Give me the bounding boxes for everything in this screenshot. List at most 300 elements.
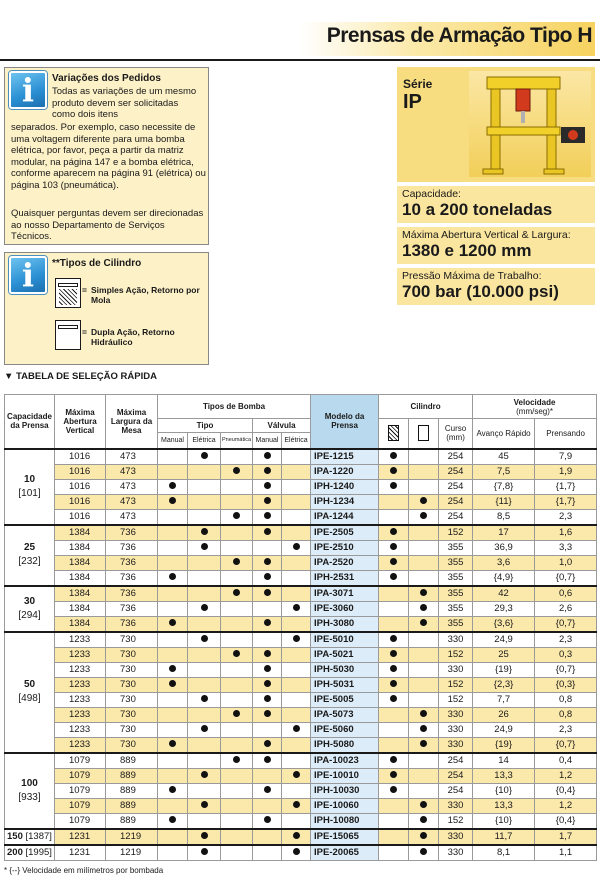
- marker-cell: [188, 692, 221, 707]
- model-code: IPE-10010: [311, 768, 379, 783]
- capacity-cell: 200 [1995]: [5, 845, 55, 861]
- marker-cell: [158, 813, 188, 829]
- marker-cell: [409, 829, 439, 845]
- marker-cell: [188, 737, 221, 753]
- marker-cell: [282, 798, 311, 813]
- marker-cell: [221, 479, 253, 494]
- marker-cell: [188, 798, 221, 813]
- value-cell: {0,7}: [535, 662, 597, 677]
- value-cell: 1384: [55, 616, 106, 632]
- col-cylinder: Cilindro: [379, 395, 473, 419]
- model-code: IPH-5030: [311, 662, 379, 677]
- value-cell: 1016: [55, 479, 106, 494]
- marker-cell: [282, 845, 311, 861]
- marker-cell: [282, 464, 311, 479]
- table-row: [5, 692, 597, 707]
- marker-cell: [379, 479, 409, 494]
- marker-cell: [188, 707, 221, 722]
- bullet-icon: [420, 604, 427, 611]
- value-cell: 1233: [55, 707, 106, 722]
- value-cell: 1233: [55, 677, 106, 692]
- value-cell: 1,1: [535, 845, 597, 861]
- marker-cell: [221, 798, 253, 813]
- bullet-icon: [264, 665, 271, 672]
- marker-cell: [409, 449, 439, 465]
- marker-cell: [253, 601, 282, 616]
- marker-cell: [409, 722, 439, 737]
- info-icon: i: [9, 256, 47, 294]
- bullet-icon: [390, 680, 397, 687]
- value-cell: 1016: [55, 464, 106, 479]
- double-acting-cylinder-icon: [55, 320, 81, 350]
- marker-cell: [409, 813, 439, 829]
- single-acting-cylinder-icon: [55, 278, 81, 308]
- marker-cell: [158, 753, 188, 769]
- table-row: [5, 677, 597, 692]
- table-row: [5, 813, 597, 829]
- value-cell: 254: [439, 479, 473, 494]
- value-cell: 730: [106, 647, 158, 662]
- value-cell: 330: [439, 662, 473, 677]
- bullet-icon: [233, 710, 240, 717]
- marker-cell: [221, 692, 253, 707]
- marker-cell: [409, 662, 439, 677]
- col-valvula: Válvula: [253, 419, 311, 433]
- value-cell: 254: [439, 464, 473, 479]
- marker-cell: [221, 737, 253, 753]
- marker-cell: [158, 632, 188, 648]
- marker-cell: [158, 798, 188, 813]
- value-cell: {4,9}: [473, 570, 535, 586]
- bullet-icon: [233, 512, 240, 519]
- value-cell: 1384: [55, 586, 106, 602]
- marker-cell: [221, 707, 253, 722]
- value-cell: 13,3: [473, 768, 535, 783]
- value-cell: 473: [106, 464, 158, 479]
- value-cell: 889: [106, 798, 158, 813]
- marker-cell: [379, 662, 409, 677]
- value-cell: 1,9: [535, 464, 597, 479]
- bullet-icon: [233, 589, 240, 596]
- marker-cell: [379, 768, 409, 783]
- model-code: IPE-5005: [311, 692, 379, 707]
- value-cell: 42: [473, 586, 535, 602]
- marker-cell: [221, 647, 253, 662]
- marker-cell: [158, 601, 188, 616]
- bullet-icon: [390, 467, 397, 474]
- bullet-icon: [264, 619, 271, 626]
- value-cell: 736: [106, 586, 158, 602]
- value-cell: 889: [106, 753, 158, 769]
- value-cell: 254: [439, 494, 473, 509]
- bullet-icon: [201, 832, 208, 839]
- marker-cell: [158, 737, 188, 753]
- marker-cell: [409, 494, 439, 509]
- model-code: IPH-1234: [311, 494, 379, 509]
- bullet-icon: [264, 816, 271, 823]
- value-cell: 330: [439, 798, 473, 813]
- table-row: [5, 737, 597, 753]
- marker-cell: [221, 722, 253, 737]
- table-row: [5, 601, 597, 616]
- value-cell: 1231: [55, 829, 106, 845]
- table-row: [5, 494, 597, 509]
- marker-cell: [379, 707, 409, 722]
- value-cell: {0,7}: [535, 737, 597, 753]
- spec-max-opening: Máxima Abertura Vertical & Largura: 1380 e 1200 mm: [397, 227, 595, 264]
- marker-cell: [158, 464, 188, 479]
- marker-cell: [379, 570, 409, 586]
- marker-cell: [282, 677, 311, 692]
- single-acting-col-icon: [379, 419, 409, 449]
- marker-cell: [221, 540, 253, 555]
- model-code: IPH-5031: [311, 677, 379, 692]
- marker-cell: [221, 555, 253, 570]
- capacity-cell: 10 [101]: [5, 449, 55, 525]
- marker-cell: [379, 798, 409, 813]
- table-row: [5, 798, 597, 813]
- marker-cell: [409, 540, 439, 555]
- marker-cell: [253, 509, 282, 525]
- table-row: [5, 632, 597, 648]
- marker-cell: [379, 722, 409, 737]
- marker-cell: [379, 494, 409, 509]
- model-code: IPE-1215: [311, 449, 379, 465]
- value-cell: 254: [439, 509, 473, 525]
- bullet-icon: [264, 680, 271, 687]
- marker-cell: [379, 616, 409, 632]
- value-cell: 1384: [55, 601, 106, 616]
- table-row: [5, 616, 597, 632]
- value-cell: {11}: [473, 494, 535, 509]
- marker-cell: [221, 449, 253, 465]
- marker-cell: [253, 798, 282, 813]
- marker-cell: [409, 616, 439, 632]
- marker-cell: [188, 540, 221, 555]
- marker-cell: [188, 829, 221, 845]
- bullet-icon: [264, 558, 271, 565]
- marker-cell: [282, 737, 311, 753]
- marker-cell: [158, 845, 188, 861]
- bullet-icon: [264, 786, 271, 793]
- bullet-icon: [264, 482, 271, 489]
- marker-cell: [282, 525, 311, 541]
- marker-cell: [188, 525, 221, 541]
- marker-cell: [253, 845, 282, 861]
- marker-cell: [221, 829, 253, 845]
- marker-cell: [188, 783, 221, 798]
- value-cell: 152: [439, 677, 473, 692]
- bullet-icon: [201, 452, 208, 459]
- bullet-icon: [169, 497, 176, 504]
- value-cell: 730: [106, 722, 158, 737]
- marker-cell: [379, 783, 409, 798]
- marker-cell: [221, 586, 253, 602]
- marker-cell: [409, 479, 439, 494]
- marker-cell: [221, 509, 253, 525]
- table-row: [5, 570, 597, 586]
- value-cell: 1079: [55, 798, 106, 813]
- bullet-icon: [201, 635, 208, 642]
- marker-cell: [158, 555, 188, 570]
- marker-cell: [253, 753, 282, 769]
- value-cell: 1233: [55, 737, 106, 753]
- marker-cell: [282, 494, 311, 509]
- value-cell: 0,4: [535, 753, 597, 769]
- value-cell: 1384: [55, 555, 106, 570]
- marker-cell: [253, 737, 282, 753]
- bullet-icon: [264, 528, 271, 535]
- value-cell: 1,2: [535, 768, 597, 783]
- marker-cell: [282, 632, 311, 648]
- marker-cell: [282, 479, 311, 494]
- value-cell: 473: [106, 449, 158, 465]
- bullet-icon: [264, 573, 271, 580]
- value-cell: 254: [439, 449, 473, 465]
- marker-cell: [221, 616, 253, 632]
- value-cell: 8,1: [473, 845, 535, 861]
- marker-cell: [379, 753, 409, 769]
- marker-cell: [253, 707, 282, 722]
- value-cell: 1233: [55, 722, 106, 737]
- bullet-icon: [420, 497, 427, 504]
- marker-cell: [282, 829, 311, 845]
- marker-cell: [188, 570, 221, 586]
- marker-cell: [253, 722, 282, 737]
- marker-cell: [253, 632, 282, 648]
- spec-capacity: Capacidade: 10 a 200 toneladas: [397, 186, 595, 223]
- info-icon: i: [9, 71, 47, 109]
- bullet-icon: [390, 786, 397, 793]
- marker-cell: [282, 783, 311, 798]
- marker-cell: [188, 464, 221, 479]
- value-cell: 152: [439, 692, 473, 707]
- bullet-icon: [169, 619, 176, 626]
- marker-cell: [379, 555, 409, 570]
- marker-cell: [188, 494, 221, 509]
- marker-cell: [409, 845, 439, 861]
- value-cell: 3,3: [535, 540, 597, 555]
- value-cell: 2,3: [535, 722, 597, 737]
- value-cell: 254: [439, 753, 473, 769]
- marker-cell: [379, 647, 409, 662]
- value-cell: {2,3}: [473, 677, 535, 692]
- value-cell: {19}: [473, 737, 535, 753]
- capacity-cell: 100 [933]: [5, 753, 55, 829]
- table-row: [5, 753, 597, 769]
- footnote: * {--} Velocidade em milímetros por bombada: [4, 866, 164, 875]
- marker-cell: [409, 525, 439, 541]
- value-cell: {3,6}: [473, 616, 535, 632]
- bullet-icon: [390, 452, 397, 459]
- marker-cell: [409, 677, 439, 692]
- bullet-icon: [201, 801, 208, 808]
- col-pump-types: Tipos de Bomba: [158, 395, 311, 419]
- model-code: IPH-10030: [311, 783, 379, 798]
- col-tipo: Tipo: [158, 419, 253, 433]
- value-cell: 7,7: [473, 692, 535, 707]
- table-row: [5, 509, 597, 525]
- table-row: [5, 647, 597, 662]
- marker-cell: [221, 570, 253, 586]
- value-cell: {0,7}: [535, 616, 597, 632]
- value-cell: 473: [106, 494, 158, 509]
- series-label: Série: [403, 77, 433, 91]
- value-cell: 736: [106, 555, 158, 570]
- note-title: Variações dos Pedidos: [52, 73, 161, 84]
- col-avanco: Avanço Rápido: [473, 419, 535, 449]
- value-cell: 11,7: [473, 829, 535, 845]
- value-cell: 473: [106, 479, 158, 494]
- table-row: [5, 722, 597, 737]
- value-cell: {19}: [473, 662, 535, 677]
- bullet-icon: [201, 604, 208, 611]
- bullet-icon: [420, 710, 427, 717]
- model-code: IPH-5080: [311, 737, 379, 753]
- marker-cell: [282, 753, 311, 769]
- value-cell: 1384: [55, 525, 106, 541]
- bullet-icon: [420, 589, 427, 596]
- marker-cell: [188, 616, 221, 632]
- model-code: IPH-3080: [311, 616, 379, 632]
- marker-cell: [188, 647, 221, 662]
- model-code: IPA-5073: [311, 707, 379, 722]
- marker-cell: [221, 783, 253, 798]
- double-acting-label: = Dupla Ação, Retorno Hidráulico: [82, 327, 175, 347]
- series-panel: [397, 67, 595, 182]
- capacity-cell: 50 [498]: [5, 632, 55, 753]
- model-code: IPE-5010: [311, 632, 379, 648]
- marker-cell: [409, 798, 439, 813]
- marker-cell: [188, 722, 221, 737]
- bullet-icon: [264, 452, 271, 459]
- value-cell: 330: [439, 632, 473, 648]
- marker-cell: [188, 509, 221, 525]
- marker-cell: [253, 768, 282, 783]
- order-variations-note: [4, 67, 209, 245]
- series-name: IP: [403, 91, 422, 113]
- marker-cell: [282, 662, 311, 677]
- bullet-icon: [390, 482, 397, 489]
- bullet-icon: [264, 467, 271, 474]
- bullet-icon: [390, 771, 397, 778]
- marker-cell: [158, 692, 188, 707]
- value-cell: 0,8: [535, 692, 597, 707]
- cylinder-types-title: **Tipos de Cilindro: [52, 258, 142, 269]
- value-cell: 355: [439, 555, 473, 570]
- quick-selection-table: [4, 394, 596, 861]
- bullet-icon: [169, 740, 176, 747]
- marker-cell: [409, 464, 439, 479]
- marker-cell: [158, 586, 188, 602]
- marker-cell: [409, 753, 439, 769]
- cylinder-types-note: [4, 252, 209, 365]
- marker-cell: [158, 540, 188, 555]
- model-code: IPA-3071: [311, 586, 379, 602]
- marker-cell: [409, 737, 439, 753]
- marker-cell: [221, 464, 253, 479]
- col-manual: Manual: [158, 433, 188, 449]
- value-cell: {0,3}: [535, 677, 597, 692]
- marker-cell: [379, 525, 409, 541]
- marker-cell: [188, 677, 221, 692]
- marker-cell: [253, 540, 282, 555]
- value-cell: 355: [439, 601, 473, 616]
- value-cell: 889: [106, 813, 158, 829]
- marker-cell: [188, 662, 221, 677]
- bullet-icon: [169, 573, 176, 580]
- header-bar: [0, 0, 600, 64]
- marker-cell: [282, 692, 311, 707]
- bullet-icon: [264, 740, 271, 747]
- bullet-icon: [420, 816, 427, 823]
- marker-cell: [253, 616, 282, 632]
- marker-cell: [379, 601, 409, 616]
- bullet-icon: [169, 665, 176, 672]
- marker-cell: [282, 449, 311, 465]
- marker-cell: [221, 813, 253, 829]
- bullet-icon: [293, 848, 300, 855]
- value-cell: 1231: [55, 845, 106, 861]
- note-text-questions: Quaisquer perguntas devem ser direcionadas ao nosso Departamento de Serviços Técnicos.: [11, 208, 204, 243]
- marker-cell: [253, 570, 282, 586]
- marker-cell: [253, 555, 282, 570]
- value-cell: 1233: [55, 692, 106, 707]
- bullet-icon: [420, 512, 427, 519]
- value-cell: 254: [439, 768, 473, 783]
- table-row: [5, 479, 597, 494]
- col-curso: Curso (mm): [439, 419, 473, 449]
- value-cell: 355: [439, 616, 473, 632]
- value-cell: 730: [106, 632, 158, 648]
- value-cell: 7,5: [473, 464, 535, 479]
- marker-cell: [158, 707, 188, 722]
- col-max-opening: Máxima Abertura Vertical: [55, 395, 106, 449]
- value-cell: 1,6: [535, 525, 597, 541]
- col-max-width: Máxima Largura da Mesa: [106, 395, 158, 449]
- marker-cell: [188, 479, 221, 494]
- value-cell: 730: [106, 677, 158, 692]
- model-code: IPA-1244: [311, 509, 379, 525]
- marker-cell: [409, 768, 439, 783]
- marker-cell: [409, 555, 439, 570]
- value-cell: 45: [473, 449, 535, 465]
- bullet-icon: [264, 497, 271, 504]
- bullet-icon: [293, 543, 300, 550]
- value-cell: 36,9: [473, 540, 535, 555]
- value-cell: {0,4}: [535, 813, 597, 829]
- bullet-icon: [420, 832, 427, 839]
- col-model: Modelo da Prensa: [311, 395, 379, 449]
- table-row: [5, 768, 597, 783]
- table-row: [5, 845, 597, 861]
- marker-cell: [253, 647, 282, 662]
- value-cell: 1384: [55, 570, 106, 586]
- marker-cell: [379, 692, 409, 707]
- value-cell: 330: [439, 722, 473, 737]
- bullet-icon: [264, 756, 271, 763]
- marker-cell: [282, 540, 311, 555]
- value-cell: 254: [439, 783, 473, 798]
- value-cell: 3,6: [473, 555, 535, 570]
- bullet-icon: [420, 801, 427, 808]
- marker-cell: [409, 586, 439, 602]
- value-cell: 0,3: [535, 647, 597, 662]
- col-eletrica: Elétrica: [188, 433, 221, 449]
- bullet-icon: [420, 740, 427, 747]
- value-cell: 25: [473, 647, 535, 662]
- value-cell: 26: [473, 707, 535, 722]
